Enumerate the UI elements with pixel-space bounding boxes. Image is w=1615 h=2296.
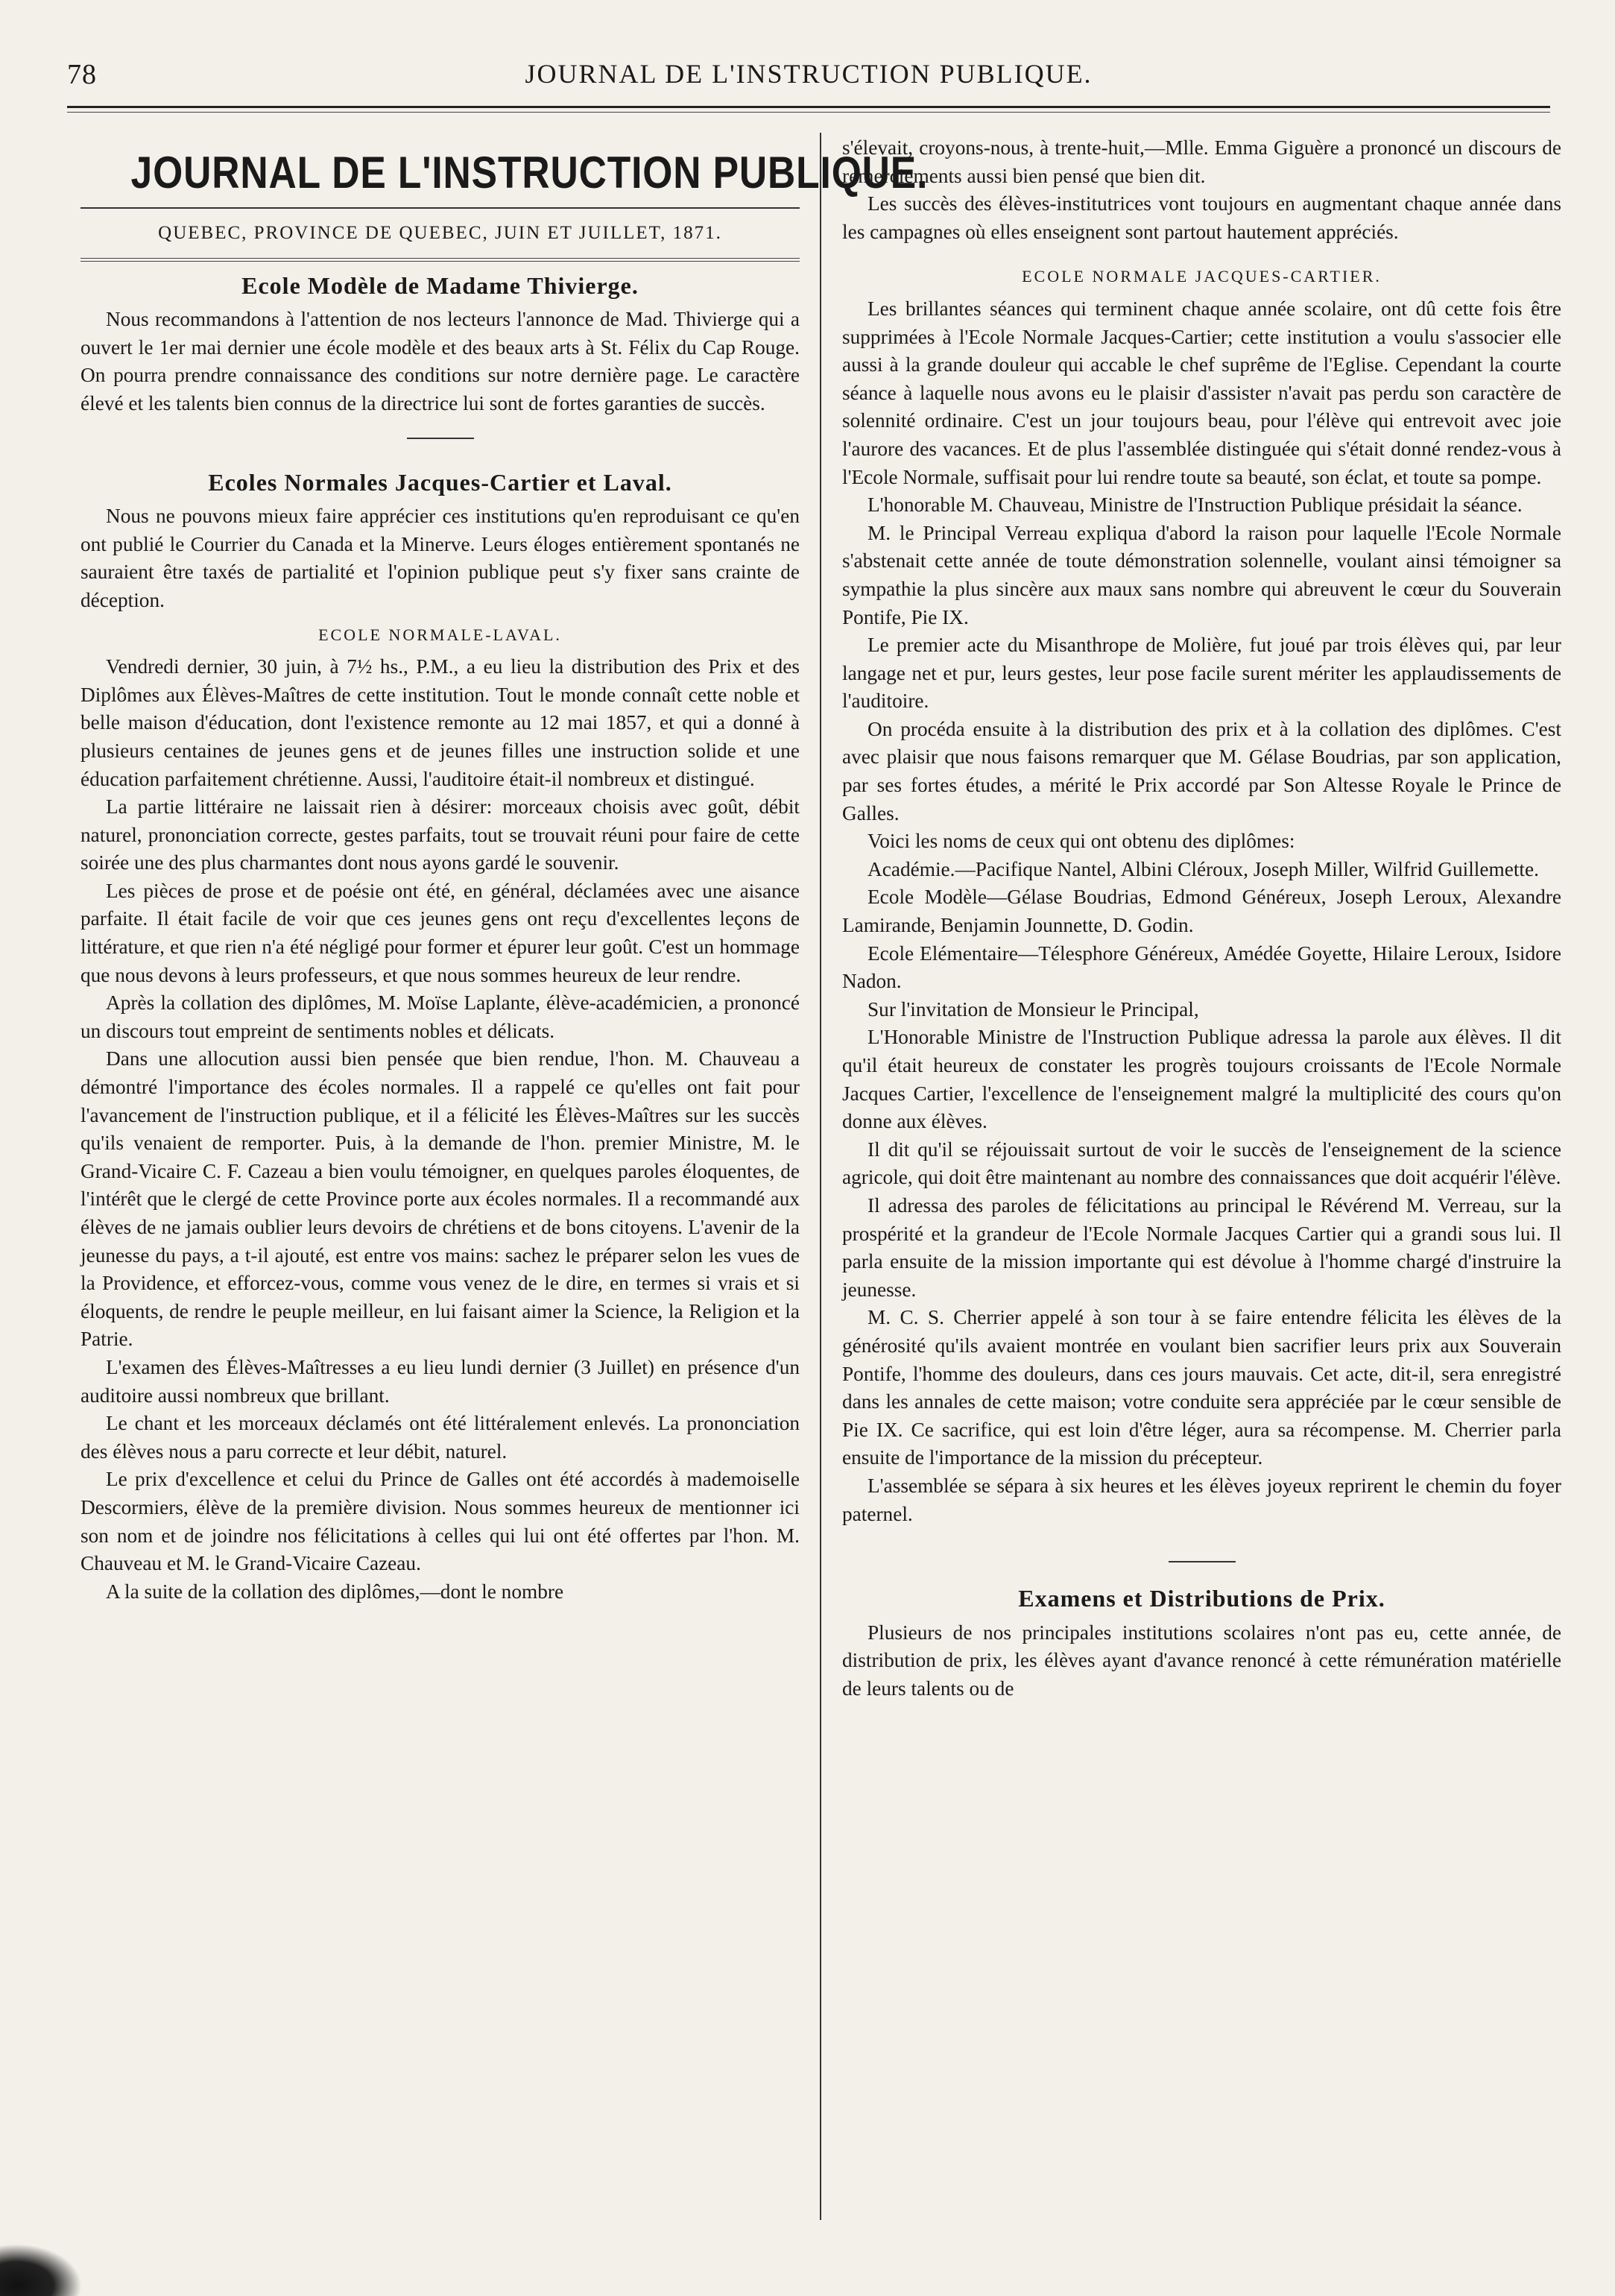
- article-paragraph: Les pièces de prose et de poésie ont été, en général, déclamées avec une aisance parfaite. Il était facile de voir que ces jeunes gens ont reçu d'excellentes leçons de littérature, et que rien n'a été négligé pour former et épurer leur goût. C'est un hommage que nous devons à leurs professeurs, et que nous sommes heureux de leur rendre.: [80, 879, 800, 986]
- article-paragraph: Vendredi dernier, 30 juin, à 7½ hs., P.M., a eu lieu la distribution des Prix et des Diplômes aux Élèves-Maîtres de cette institution. Tout le monde connaît cette noble et belle maison d'éducation, dont l'existence remonte au 12 mai 1857, et qui a donné à plusieurs centaines de jeunes gens et de jeunes filles une instruction solide et une éducation parfaitement chrétienne. Aussi, l'auditoire était-il nombreux et distingué.: [80, 655, 800, 790]
- article-paragraph: Les brillantes séances qui terminent chaque année scolaire, ont dû cette fois être supprimées à l'Ecole Normale Jacques-Cartier; cette institution a voulu s'associer elle aussi à la grande douleur qui accable le chef suprême de l'Eglise. Cependant la courte séance à laquelle nous avons eu le plaisir d'assister n'avait pas perdu son caractère de solennité ordinaire. C'est un jour toujours beau, pour l'élève qui entrevoit avec joie l'aurore des vacances. Et de plus l'assemblée distinguée qui s'était donné rendez-vous à l'Ecole Normale, suffisait pour lui rendre toute sa beauté, son éclat, et toute sa pompe.: [842, 297, 1561, 488]
- masthead-title: JOURNAL DE L'INSTRUCTION PUBLIQUE.: [130, 148, 929, 198]
- article-paragraph: On procéda ensuite à la distribution des prix et à la collation des diplômes. C'est avec plaisir que nous faisons remarquer que M. Gélase Boudrias, par son application, par ses fortes études, a mérité le Prix accordé par Son Altesse Royale le Prince de Galles.: [842, 717, 1561, 824]
- article-paragraph: Dans une allocution aussi bien pensée que bien rendue, l'hon. M. Chauveau a démontré l'importance des écoles normales. Il a rappelé ce qu'elles ont fait pour l'avancement de l'instruction publique, et il a félicité les Élèves-Maîtres sur les succès qu'ils venaient de remporter. Puis, à la demande de l'hon. premier Ministre, M. le Grand-Vicaire C. F. Cazeau a bien voulu témoigner, en quelques paroles éloquentes, de l'intérêt que le clergé de cette Province porte aux écoles normales. Il a recommandé aux élèves de ne jamais oublier leurs devoirs de chrétiens et de bons citoyens. L'avenir de la jeunesse du pays, a t-il ajouté, est entre vos mains: sachez le préparer selon les vues de la Providence, et efforcez-vous, comme vous venez de le dire, en termes si vrais et si éloquents, de rendre le peuple meilleur, en lui faisant aimer la Science, la Religion et la Patrie.: [80, 1047, 800, 1351]
- article-paragraph: Après la collation des diplômes, M. Moïse Laplante, élève-académicien, a prononcé un discours tout empreint de sentiments nobles et délicats.: [80, 991, 800, 1042]
- article-paragraph: A la suite de la collation des diplômes,—dont le nombre: [106, 1580, 564, 1603]
- header-rule-thin: [67, 112, 1550, 113]
- right-column: [842, 134, 1561, 2281]
- article-paragraph: L'examen des Élèves-Maîtresses a eu lieu lundi dernier (3 Juillet) en présence d'un auditoire aussi nombreux que brillant.: [80, 1355, 800, 1407]
- article-paragraph: Ecole Modèle—Gélase Boudrias, Edmond Généreux, Joseph Leroux, Alexandre Lamirande, Benjamin Jounnette, D. Godin.: [842, 886, 1561, 937]
- running-head: [67, 58, 1550, 100]
- article-paragraph: s'élevait, croyons-nous, à trente-huit,—Mlle. Emma Giguère a prononcé un discours de remerciements aussi bien pensé que bien dit.: [842, 136, 1561, 187]
- dateline-rule: [80, 258, 800, 262]
- subsection-title-laval: ECOLE NORMALE-LAVAL.: [318, 625, 562, 644]
- article-paragraph: Il adressa des paroles de félicitations au principal le Révérend M. Verreau, sur la prospérité et la grandeur de l'Ecole Normale Jacques Cartier qui a grandi sous lui. Il parla ensuite de la mission importante qui est dévolue à l'homme chargé d'instruire la jeunesse.: [842, 1193, 1561, 1301]
- section-separator: [407, 438, 474, 439]
- article-paragraph: M. le Principal Verreau expliqua d'abord la raison pour laquelle l'Ecole Normale s'abstenait cette année de toute démonstration solennelle, voulant ainsi témoigner sa sympathie la plus sincère aux maux sans nombre qui abreuvent le cœur du Souverain Pontife, Pie IX.: [842, 521, 1561, 628]
- header-rule: [67, 106, 1550, 108]
- subsection-title-jacques-cartier: ECOLE NORMALE JACQUES-CARTIER.: [1022, 267, 1382, 286]
- ink-stain: [0, 2244, 82, 2296]
- article-paragraph: Voici les noms de ceux qui ont obtenu des diplômes:: [867, 830, 1295, 853]
- article-paragraph: L'Honorable Ministre de l'Instruction Publique adressa la parole aux élèves. Il dit qu'il était heureux de constater les progrès toujours croissants de l'Ecole Normale Jacques Cartier, l'excellence de l'enseignement malgré la multiplicité des cours qu'on donne aux élèves.: [842, 1026, 1561, 1133]
- article-paragraph: Sur l'invitation de Monsieur le Principal,: [867, 997, 1199, 1021]
- article-title-thivierge: Ecole Modèle de Madame Thivierge.: [241, 271, 639, 299]
- article-paragraph: Le prix d'excellence et celui du Prince de Galles ont été accordés à mademoiselle Descormiers, élève de la première division. Nous sommes heureux de mentionner ici son nom et de joindre nos félicitations à celles qui lui ont été offertes par l'hon. M. Chauveau et M. le Grand-Vicaire Cazeau.: [80, 1468, 800, 1575]
- running-title: JOURNAL DE L'INSTRUCTION PUBLIQUE.: [525, 59, 1093, 89]
- article-paragraph: L'assemblée se sépara à six heures et les élèves joyeux reprirent le chemin du foyer paternel.: [842, 1474, 1561, 1525]
- page-number: 78: [67, 59, 97, 90]
- masthead-rule: [80, 207, 800, 209]
- article-paragraph: Académie.—Pacifique Nantel, Albini Cléroux, Joseph Miller, Wilfrid Guillemette.: [867, 857, 1539, 880]
- column-divider: [820, 133, 821, 2220]
- article-paragraph: Nous ne pouvons mieux faire apprécier ces institutions qu'en reproduisant ce qu'en ont publié le Courrier du Canada et la Minerve. Leurs éloges entièrement spontanés ne sauraient être taxés de partialité et l'opinion publique peut s'y fixer sans crainte de déception.: [80, 505, 800, 611]
- article-paragraph: Le premier acte du Misanthrope de Molière, fut joué par trois élèves qui, par leur langage net et pur, leurs gestes, leur pose facile surent mériter les applaudissements de l'auditoire.: [842, 634, 1561, 713]
- article-paragraph: Ecole Elémentaire—Télesphore Généreux, Amédée Goyette, Hilaire Leroux, Isidore Nadon.: [842, 942, 1561, 993]
- article-paragraph: Il dit qu'il se réjouissait surtout de voir le succès de l'enseignement de la science agricole, qui doit être maintenant au nombre des connaissances que doit acquérir l'élève.: [842, 1138, 1561, 1189]
- dateline: QUEBEC, PROVINCE DE QUEBEC, JUIN ET JUILLET, 1871.: [158, 223, 722, 243]
- article-paragraph: M. C. S. Cherrier appelé à son tour à se faire entendre félicita les élèves de la générosité qu'ils avaient montrée en voulant bien sacrifier leurs prix aux Souverain Pontife, l'homme des douleurs, dans ces jours mauvais. Cet acte, dit-il, sera enregistré dans les annales de cette maison; votre conduite sera appréciée par le cœur sensible de Pie IX. Ce sacrifice, qui est loin d'être léger, aura sa récompense. M. Cherrier parla ensuite de l'importance de la mission du précepteur.: [842, 1306, 1561, 1469]
- article-paragraph: Plusieurs de nos principales institutions scolaires n'ont pas eu, cette année, de distribution de prix, les élèves ayant d'avance renoncé à cette rémunération matérielle de leurs talents ou de: [842, 1621, 1561, 1700]
- article-paragraph: Nous recommandons à l'attention de nos lecteurs l'annonce de Mad. Thivierge qui a ouvert le 1er mai dernier une école modèle et des beaux arts à St. Félix du Cap Rouge. On pourra prendre connaissance des conditions sur notre dernière page. Le caractère élevé et les talents bien connus de la directrice lui sont de fortes garanties de succès.: [80, 308, 800, 414]
- article-title-examens: Examens et Distributions de Prix.: [1018, 1585, 1385, 1612]
- section-separator: [1169, 1561, 1236, 1562]
- article-paragraph: Les succès des élèves-institutrices vont toujours en augmentant chaque année dans les campagnes où elles enseignent sont partout hautement appréciés.: [842, 192, 1561, 243]
- left-column: [80, 134, 929, 2281]
- article-paragraph: L'honorable M. Chauveau, Ministre de l'Instruction Publique présidait la séance.: [867, 493, 1523, 517]
- article-paragraph: Le chant et les morceaux déclamés ont été littéralement enlevés. La prononciation des élèves nous a paru correcte et leur débit, naturel.: [80, 1412, 800, 1463]
- article-paragraph: La partie littéraire ne laissait rien à désirer: morceaux choisis avec goût, débit naturel, prononciation correcte, gestes parfaits, tout se trouvait réuni pour faire de cette soirée une des plus charmantes dont nous ayons gardé le souvenir.: [80, 795, 800, 874]
- article-title-ecoles-normales: Ecoles Normales Jacques-Cartier et Laval.: [208, 468, 672, 496]
